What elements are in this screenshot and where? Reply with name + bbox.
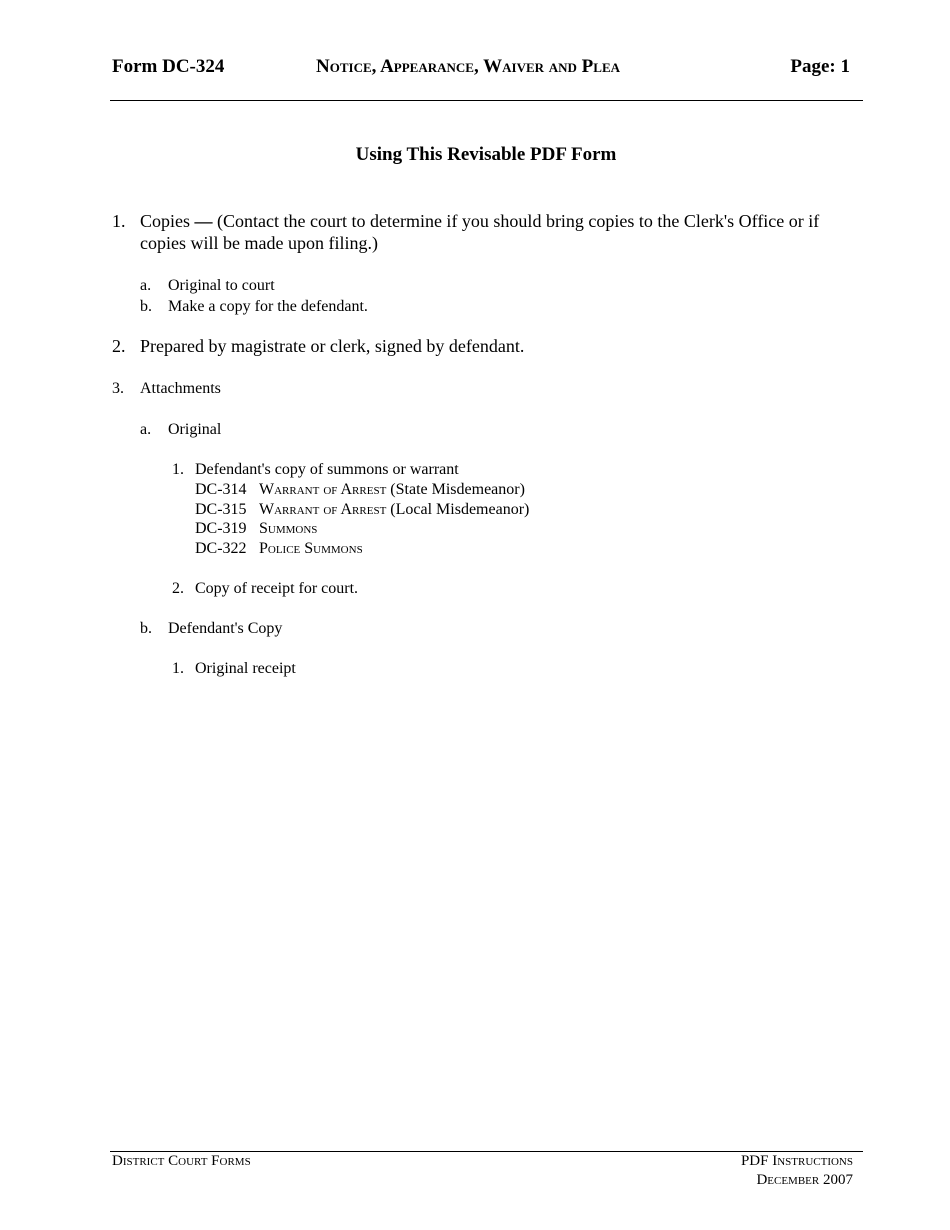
item-letter: a. bbox=[140, 421, 152, 438]
item-number: 3. bbox=[112, 380, 124, 397]
item-number: 2. bbox=[112, 336, 126, 356]
item-text bbox=[140, 211, 819, 232]
em-dash: — bbox=[194, 211, 213, 231]
item-note-continued: copies will be made upon filing.) bbox=[140, 233, 378, 253]
form-note: (State Misdemeanor) bbox=[390, 481, 525, 498]
form-code: DC-319 bbox=[195, 520, 247, 537]
form-title: Notice, Appearance, Waiver and Plea bbox=[316, 56, 621, 77]
item-text: Make a copy for the defendant. bbox=[168, 298, 368, 315]
form-id: Form DC-324 bbox=[112, 56, 225, 77]
form-code: DC-322 bbox=[195, 540, 247, 557]
item-text: Original bbox=[168, 421, 222, 438]
item-text: Original to court bbox=[168, 277, 275, 294]
item-text: Attachments bbox=[140, 380, 221, 397]
item-text: Defendant's copy of summons or warrant bbox=[195, 461, 459, 478]
item-number: 1. bbox=[172, 660, 184, 677]
form-note: (Local Misdemeanor) bbox=[390, 501, 530, 518]
form-reference-text bbox=[259, 499, 529, 520]
item-note: (Contact the court to determine if you should bring copies to the Clerk's Office or if bbox=[217, 211, 820, 231]
item-number: 1. bbox=[112, 211, 126, 231]
item-number: 1. bbox=[172, 461, 184, 478]
item-letter: b. bbox=[140, 620, 152, 637]
form-code: DC-314 bbox=[195, 481, 247, 498]
form-name: Police Summons bbox=[259, 540, 363, 557]
form-name: Warrant of Arrest bbox=[259, 481, 387, 498]
item-text: Defendant's Copy bbox=[168, 620, 283, 637]
item-letter: a. bbox=[140, 277, 152, 294]
form-name: Warrant of Arrest bbox=[259, 501, 387, 518]
item-label: Copies bbox=[140, 211, 191, 231]
footer-left: District Court Forms bbox=[112, 1153, 251, 1169]
footer-right-bottom: December 2007 bbox=[756, 1172, 853, 1188]
header-divider bbox=[110, 100, 863, 101]
page-title: Using This Revisable PDF Form bbox=[355, 144, 617, 165]
form-name: Summons bbox=[259, 520, 318, 537]
item-number: 2. bbox=[172, 580, 184, 597]
page-number: Page: 1 bbox=[790, 56, 850, 77]
item-letter: b. bbox=[140, 298, 152, 315]
item-text: Original receipt bbox=[195, 660, 296, 677]
form-code: DC-315 bbox=[195, 501, 247, 518]
footer-divider bbox=[110, 1151, 863, 1152]
form-reference-text bbox=[259, 479, 525, 500]
item-text: Prepared by magistrate or clerk, signed by defendant. bbox=[140, 336, 525, 356]
item-text: Copy of receipt for court. bbox=[195, 580, 359, 597]
footer-right-top: PDF Instructions bbox=[740, 1153, 853, 1169]
